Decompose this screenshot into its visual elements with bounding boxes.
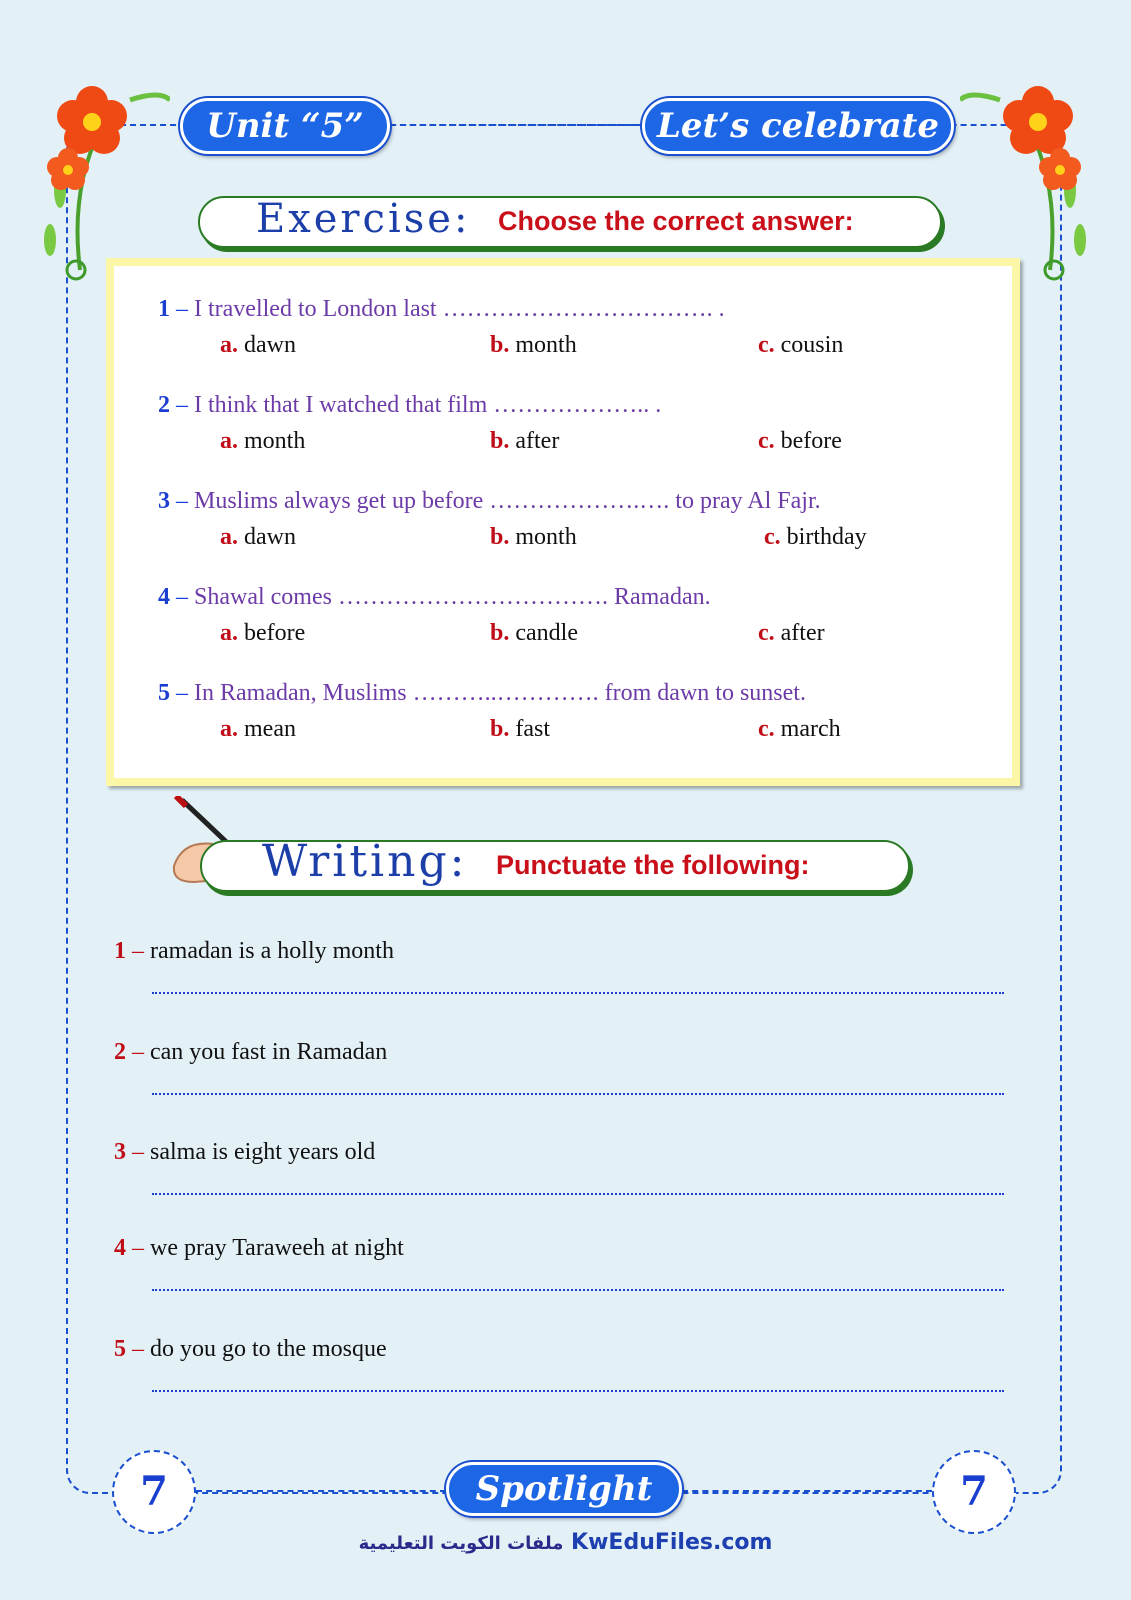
- footer-divider-right: [682, 1490, 932, 1492]
- footer-site[interactable]: [0, 1530, 1131, 1555]
- option-c[interactable]: [758, 332, 843, 359]
- option-c[interactable]: [758, 716, 841, 743]
- option-b[interactable]: [490, 524, 577, 551]
- question-text-end: .: [655, 392, 662, 418]
- item-text: do you go to the mosque: [150, 1336, 387, 1362]
- option-text: dawn: [238, 524, 296, 550]
- question-number: 1: [158, 296, 170, 322]
- item-text: we pray Taraweeh at night: [150, 1235, 404, 1261]
- question-2: [158, 392, 661, 419]
- option-letter: c.: [758, 332, 775, 358]
- exercise-instruction: Choose the correct answer:: [498, 206, 854, 236]
- question-dash: –: [170, 392, 194, 418]
- site-url[interactable]: KwEduFiles.com: [571, 1530, 773, 1555]
- answer-line[interactable]: [152, 1289, 1004, 1291]
- option-text: birthday: [780, 524, 867, 550]
- option-letter: b.: [490, 332, 510, 358]
- question-dash: –: [170, 680, 194, 706]
- brand-title: Spotlight: [446, 1462, 682, 1516]
- answer-line[interactable]: [152, 1193, 1004, 1195]
- writing-item-2: [114, 1039, 387, 1066]
- question-3: [158, 488, 821, 515]
- option-text: cousin: [774, 332, 844, 358]
- option-a[interactable]: [220, 332, 296, 359]
- writing-item-5: [114, 1336, 387, 1363]
- exercise-box: [106, 258, 1020, 786]
- option-letter: a.: [220, 332, 238, 358]
- question-text-end: .: [718, 296, 725, 322]
- question-text: I travelled to London last: [194, 296, 443, 322]
- flower-decoration-right-icon: [960, 70, 1100, 290]
- item-text: ramadan is a holly month: [150, 938, 394, 964]
- option-letter: b.: [490, 524, 510, 550]
- writing-item-3: [114, 1139, 375, 1166]
- footer-divider-left: [196, 1490, 446, 1492]
- question-text-end: Ramadan.: [613, 584, 711, 610]
- site-arabic-name: ملفات الكويت التعليمية: [358, 1533, 564, 1554]
- question-number: 5: [158, 680, 170, 706]
- option-text: before: [238, 620, 306, 646]
- item-dash: –: [126, 1235, 150, 1261]
- answer-blank: …………………………….: [337, 584, 614, 610]
- question-text: Shawal comes: [194, 584, 338, 610]
- option-a[interactable]: [220, 620, 305, 647]
- option-letter: c.: [758, 428, 775, 454]
- writing-heading: Writing:: [262, 836, 468, 887]
- writing-item-4: [114, 1235, 404, 1262]
- option-a[interactable]: [220, 524, 296, 551]
- option-c[interactable]: [758, 428, 842, 455]
- item-dash: –: [126, 1139, 150, 1165]
- option-text: month: [509, 332, 577, 358]
- option-letter: a.: [220, 524, 238, 550]
- page-number-right: 7: [932, 1450, 1016, 1534]
- item-text: salma is eight years old: [150, 1139, 376, 1165]
- question-4: [158, 584, 711, 611]
- option-b[interactable]: [490, 428, 559, 455]
- option-letter: c.: [758, 716, 775, 742]
- answer-line[interactable]: [152, 1093, 1004, 1095]
- exercise-heading: Exercise:: [256, 196, 471, 242]
- option-text: dawn: [238, 332, 296, 358]
- question-dash: –: [170, 584, 194, 610]
- item-dash: –: [126, 938, 150, 964]
- question-text-end: to pray Al Fajr.: [675, 488, 821, 514]
- item-number: 4: [114, 1235, 126, 1261]
- option-letter: a.: [220, 716, 238, 742]
- option-letter: a.: [220, 428, 238, 454]
- answer-blank: …………………………….: [442, 296, 719, 322]
- option-text: month: [238, 428, 306, 454]
- option-c[interactable]: [764, 524, 867, 551]
- lesson-title: Let’s celebrate: [642, 98, 954, 154]
- page-number-left: 7: [112, 1450, 196, 1534]
- option-letter: c.: [758, 620, 775, 646]
- question-5: [158, 680, 806, 707]
- option-a[interactable]: [220, 428, 305, 455]
- item-dash: –: [126, 1039, 150, 1065]
- question-text: I think that I watched that film: [194, 392, 494, 418]
- option-text: fast: [509, 716, 551, 742]
- option-b[interactable]: [490, 620, 578, 647]
- question-dash: –: [170, 488, 194, 514]
- flower-decoration-left-icon: [30, 70, 170, 290]
- frame-top-divider: [390, 124, 642, 126]
- question-dash: –: [170, 296, 194, 322]
- question-number: 4: [158, 584, 170, 610]
- writing-item-1: [114, 938, 394, 965]
- option-text: mean: [238, 716, 296, 742]
- question-1: [158, 296, 725, 323]
- question-text: Muslims always get up before: [194, 488, 490, 514]
- option-letter: c.: [764, 524, 781, 550]
- option-letter: b.: [490, 428, 510, 454]
- writing-instruction: Punctuate the following:: [496, 850, 810, 880]
- answer-blank: ………..………….: [412, 680, 605, 706]
- option-text: before: [774, 428, 842, 454]
- option-text: after: [509, 428, 560, 454]
- question-text-end: from dawn to sunset.: [604, 680, 806, 706]
- item-number: 1: [114, 938, 126, 964]
- option-text: march: [774, 716, 841, 742]
- item-dash: –: [126, 1336, 150, 1362]
- unit-title: Unit “5”: [180, 98, 390, 154]
- answer-line[interactable]: [152, 1390, 1004, 1392]
- option-text: month: [509, 524, 577, 550]
- question-number: 2: [158, 392, 170, 418]
- option-a[interactable]: [220, 716, 296, 743]
- answer-blank: ………………..: [493, 392, 656, 418]
- item-number: 2: [114, 1039, 126, 1065]
- option-b[interactable]: [490, 716, 550, 743]
- option-letter: b.: [490, 620, 510, 646]
- option-text: candle: [509, 620, 578, 646]
- writing-heading-bar: [200, 836, 910, 892]
- option-letter: a.: [220, 620, 238, 646]
- item-number: 3: [114, 1139, 126, 1165]
- answer-blank: ……………….….: [489, 488, 676, 514]
- item-text: can you fast in Ramadan: [150, 1039, 388, 1065]
- option-letter: b.: [490, 716, 510, 742]
- option-c[interactable]: [758, 620, 825, 647]
- item-number: 5: [114, 1336, 126, 1362]
- option-text: after: [774, 620, 825, 646]
- question-text: In Ramadan, Muslims: [194, 680, 413, 706]
- question-number: 3: [158, 488, 170, 514]
- option-b[interactable]: [490, 332, 577, 359]
- exercise-heading-bar: [198, 196, 942, 248]
- answer-line[interactable]: [152, 992, 1004, 994]
